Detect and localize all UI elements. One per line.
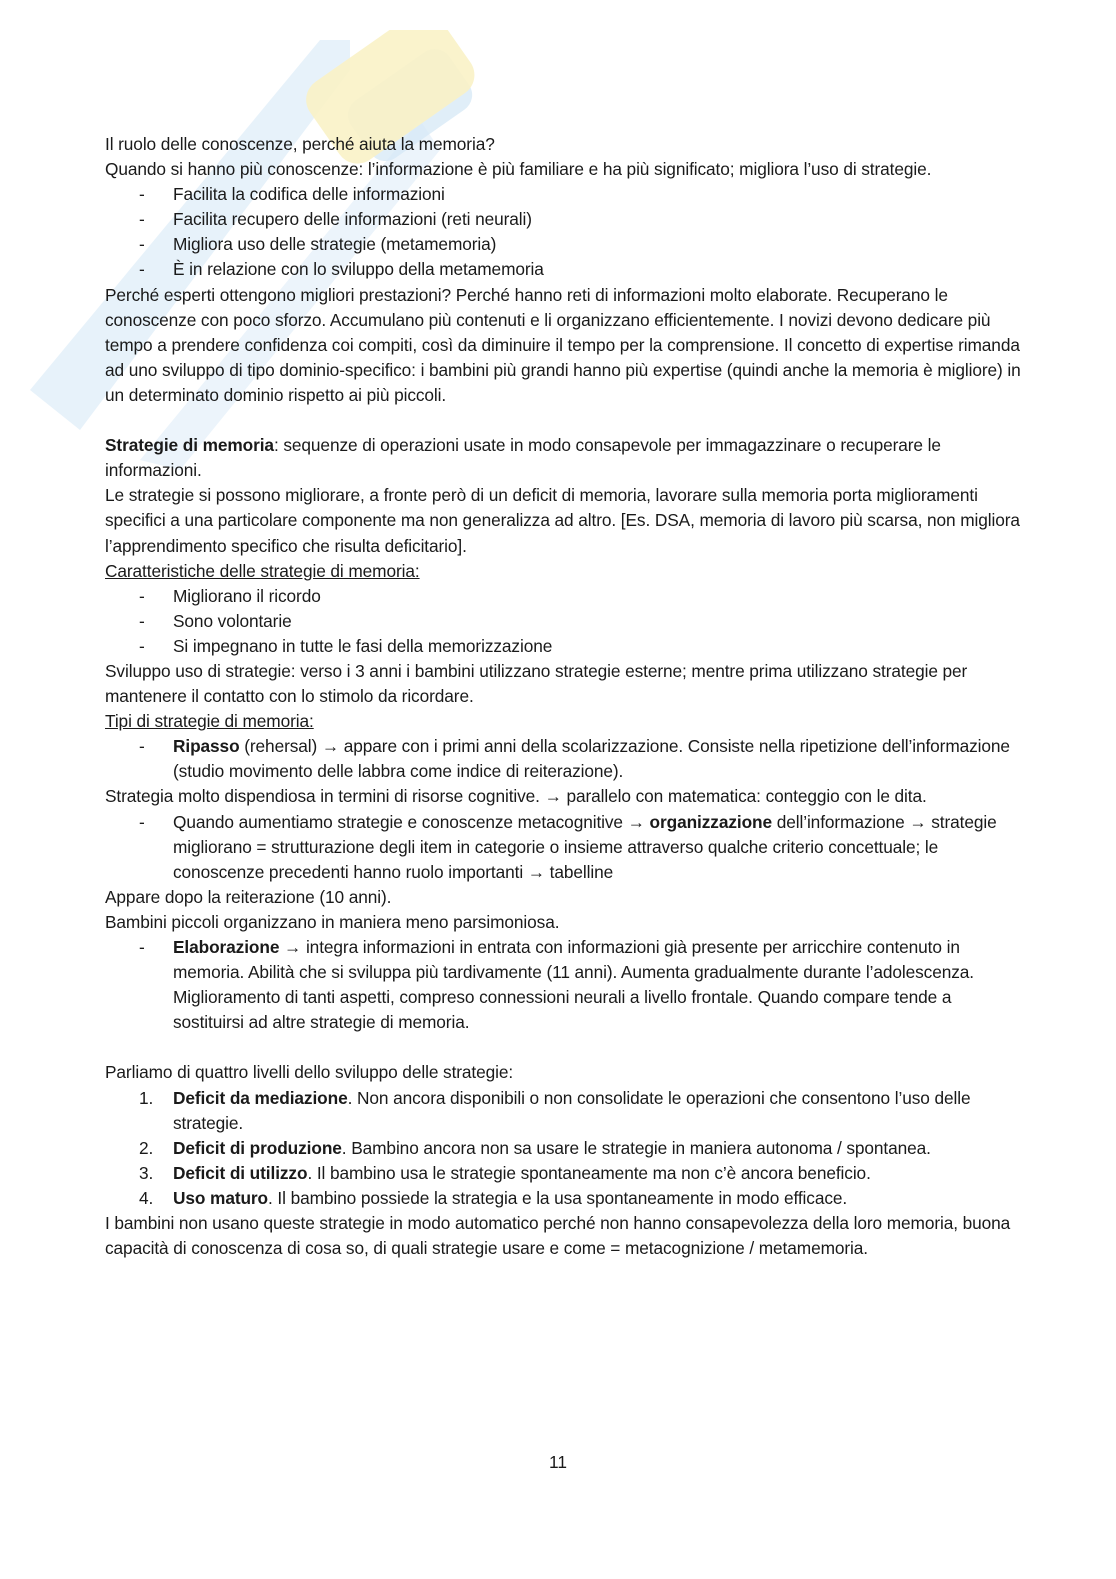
list-item [105,810,1025,885]
bold-term: Uso maturo [173,1187,269,1208]
text-prefix: Quando aumentiamo strategie e conoscenze metacognitive → [173,811,650,832]
text: Sono volontarie [173,610,292,631]
bullet-list [105,935,1025,1035]
text: Facilita la codifica delle informazioni [173,184,445,205]
bullet-list [105,584,1025,659]
list-item [105,609,1025,634]
list-item [105,232,1025,257]
list-number: 4. [139,1187,154,1208]
spacer [105,1035,1025,1060]
bullet-list [105,182,1025,282]
text: È in relazione con lo sviluppo della metamemoria [173,259,544,280]
text: Si impegnano in tutte le fasi della memorizzazione [173,635,553,656]
paragraph [105,1060,1025,1085]
text: → integra informazioni in entrata con informazioni già presente per arricchire contenuto in memoria. Abilità che si sviluppa più tardivamente (11 anni). Aumenta gradualmente durante l’adolescenza. Miglioramento di tanti aspetti, compreso connessioni neurali a livello frontale. Quando compare tende a sostituirsi ad altre strategie di memoria. [173,937,974,1033]
list-item [105,257,1025,282]
list-item [105,207,1025,232]
paragraph [105,910,1025,935]
text: Bambini piccoli organizzano in maniera meno parsimoniosa. [105,911,560,932]
paragraph [105,784,1025,809]
text: Appare dopo la reiterazione (10 anni). [105,886,392,907]
text: Facilita recupero delle informazioni (reti neurali) [173,209,532,230]
heading-text: Caratteristiche delle strategie di memoria: [105,560,420,581]
list-number: 1. [139,1087,154,1108]
list-item [105,634,1025,659]
heading-text: Tipi di strategie di memoria: [105,711,314,732]
bold-term: Deficit di produzione [173,1137,342,1158]
bold-term: Elaborazione [173,937,280,957]
text: Strategia molto dispendiosa in termini di risorse cognitive. → parallelo con matematica: conteggio con le dita. [105,786,927,807]
list-item [105,734,1025,784]
list-item [105,584,1025,609]
text: Parliamo di quattro livelli dello sviluppo delle strategie: [105,1062,514,1083]
bold-term: organizzazione [649,811,772,832]
text: : sequenze di operazioni usate in modo consapevole per immagazzinare o recuperare le informazioni. [105,435,941,481]
text: . Il bambino usa le strategie spontaneamente ma non c’è ancora beneficio. [307,1162,871,1183]
spacer [105,408,1025,433]
list-item [105,1136,1025,1161]
bold-term: Strategie di memoria [105,435,274,456]
list-item [105,1186,1025,1211]
text: dell’informazione → strategie migliorano = strutturazione degli item in categorie o insieme attraverso qualche criterio concettuale; le conoscenze precedenti hanno ruolo importanti → tabelline [173,811,997,882]
paragraph [105,433,1025,483]
bullet-list [105,810,1025,885]
list-item [105,935,1025,1035]
page-number: 11 [549,1452,567,1472]
bold-term: Ripasso [173,736,240,757]
text: Migliorano il ricordo [173,585,321,606]
paragraph [105,483,1025,558]
list-item [105,1161,1025,1186]
text: (rehersal) → appare con i primi anni della scolarizzazione. Consiste nella ripetizione dell’informazione (studio movimento delle labbra come indice di reiterazione). [173,736,1010,782]
section-heading [105,559,1025,584]
paragraph [105,132,1025,157]
bold-term: Deficit da mediazione [173,1087,348,1108]
bold-term: Deficit di utilizzo [173,1162,308,1183]
paragraph [105,157,1025,182]
text: Le strategie si possono migliorare, a fronte però di un deficit di memoria, lavorare sulla memoria porta miglioramenti specifici a una particolare componente ma non generalizza ad altro. [Es. DSA, memoria di lavoro più scarsa, non migliora l’apprendimento specifico che risulta deficitario]. [105,485,1020,556]
paragraph [105,659,1025,709]
text: I bambini non usano queste strategie in modo automatico perché non hanno consapevolezza della loro memoria, buona capacità di conoscenza di cosa so, di quali strategie usare e come = metacognizione / metamemoria. [105,1213,1011,1259]
text: . Non ancora disponibili o non consolidate le operazioni che consentono l’uso delle strategie. [173,1087,971,1133]
list-item [105,1086,1025,1136]
section-heading [105,709,1025,734]
paragraph [105,885,1025,910]
text: Migliora uso delle strategie (metamemoria) [173,234,497,255]
text: Quando si hanno più conoscenze: l’informazione è più familiare e ha più significato; migliora l’uso di strategie. [105,159,932,180]
text: . Bambino ancora non sa usare le strategie in maniera autonoma / spontanea. [341,1137,931,1158]
text: Il ruolo delle conoscenze, perché aiuta la memoria? [105,134,495,154]
paragraph [105,1211,1025,1261]
list-number: 3. [139,1162,154,1183]
bullet-list [105,734,1025,784]
text: Perché esperti ottengono migliori prestazioni? Perché hanno reti di informazioni molto elaborate. Recuperano le conoscenze con poco sforzo. Accumulano più contenuti e li organizzano efficientemente. I novizi devono dedicare più tempo a prendere confidenza coi compiti, così da diminuire il tempo per la comprensione. Il concetto di expertise rimanda ad uno sviluppo di tipo dominio-specifico: i bambini più grandi hanno più expertise (quindi anche la memoria è migliore) in un determinato dominio rispetto ai più piccoli. [105,284,1021,405]
text: . Il bambino possiede la strategia e la usa spontaneamente in modo efficace. [268,1187,848,1208]
paragraph [105,283,1025,408]
text: Sviluppo uso di strategie: verso i 3 anni i bambini utilizzano strategie esterne; mentre prima utilizzano strategie per mantenere il contatto con lo stimolo da ricordare. [105,660,968,707]
list-item [105,182,1025,207]
list-number: 2. [139,1137,154,1158]
document-body [105,132,1025,1261]
numbered-list [105,1086,1025,1211]
